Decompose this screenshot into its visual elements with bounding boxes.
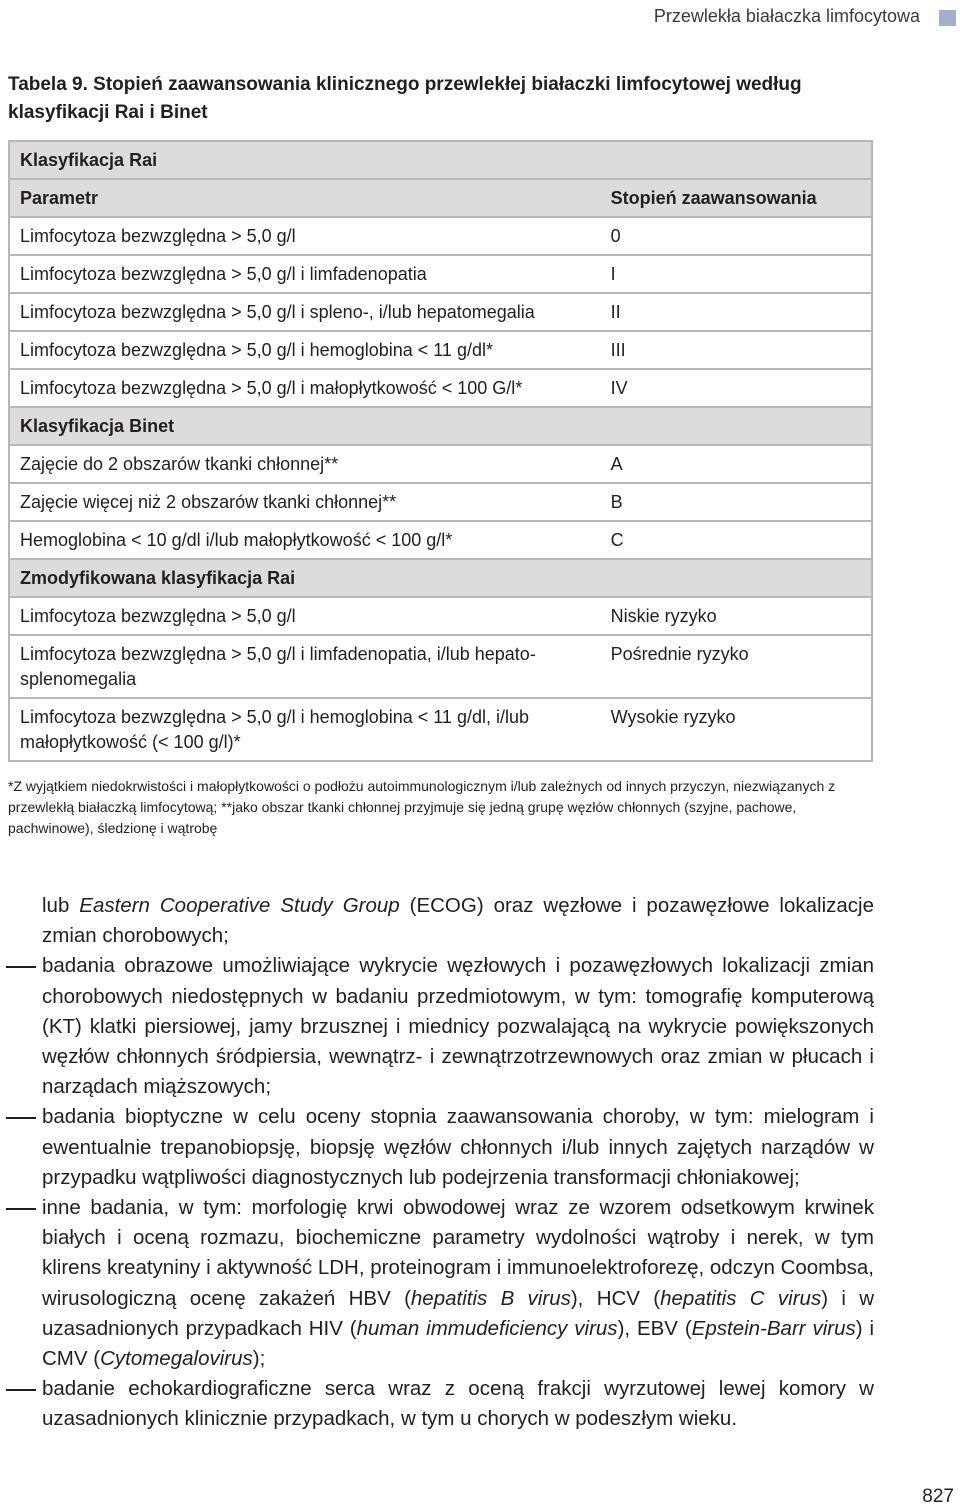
table-row (9, 635, 872, 698)
cell-param: Limfocytoza bezwzględna > 5,0 g/l (9, 217, 601, 255)
running-header-title: Przewlekła białaczka limfocytowa (653, 6, 920, 26)
table-row (9, 521, 872, 559)
cell-param: Zajęcie więcej niż 2 obszarów tkanki chłonnej** (9, 483, 601, 521)
text-run: inne badania, w tym: morfologię krwi obwodowej wraz ze wzorem odsetkowym krwinek białych i oceną rozmazu, biochemiczne parametry wydolności wątroby i nerek, w tym klirens kreatyniny i aktywność LDH, proteinogram i immunoelektroforezę, odczyn Coombsa, wirusologiczną ocenę zakażeń HBV ( (42, 1196, 874, 1310)
table-row (9, 369, 872, 407)
table-row (9, 217, 872, 255)
cell-param: Zajęcie do 2 obszarów tkanki chłonnej** (9, 445, 601, 483)
cell-param: Limfocytoza bezwzględna > 5,0 g/l (9, 597, 601, 635)
table-row (9, 331, 872, 369)
text-run: ) i CMV ( (42, 1316, 874, 1371)
cell-param: Limfocytoza bezwzględna > 5,0 g/l i limfadenopatia, i/lub hepato-splenomegalia (9, 635, 601, 698)
table-row (9, 255, 872, 293)
list-item (0, 951, 874, 1102)
italic-term: hepatitis C virus (660, 1286, 822, 1310)
em-dash-bullet (6, 1208, 36, 1210)
cell-stage: Niskie ryzyko (601, 597, 872, 635)
cell-stage: A (601, 445, 872, 483)
running-header (0, 4, 960, 28)
body-text (0, 891, 960, 1435)
page-number: 827 (922, 1486, 954, 1507)
list-item (0, 1102, 874, 1193)
table-row (9, 445, 872, 483)
cell-stage: I (601, 255, 872, 293)
text-run: lub (42, 894, 80, 917)
em-dash-bullet (6, 1389, 36, 1391)
cell-param: Limfocytoza bezwzględna > 5,0 g/l i małopłytkowość < 100 G/l* (9, 369, 601, 407)
table-header-row (9, 179, 872, 217)
table-row (9, 698, 872, 761)
modified-rai-section-title: Zmodyfikowana klasyfikacja Rai (9, 559, 872, 597)
cell-param: Limfocytoza bezwzględna > 5,0 g/l i limfadenopatia (9, 255, 601, 293)
cell-param: Limfocytoza bezwzględna > 5,0 g/l i spleno-, i/lub hepatomegalia (9, 293, 601, 331)
binet-section-title: Klasyfikacja Binet (9, 407, 872, 445)
italic-term: hepatitis B virus (410, 1286, 571, 1310)
header-square-decoration (939, 10, 956, 26)
text-run: ) i w uzasadnionych przypadkach HIV ( (42, 1286, 875, 1340)
list-item (0, 1374, 874, 1434)
italic-term: human immudeficiency virus (356, 1316, 618, 1340)
table-row (9, 483, 872, 521)
rai-section-row (9, 141, 872, 179)
text-run: ), EBV ( (617, 1316, 692, 1340)
italic-term: Cytomegalovirus (100, 1347, 253, 1371)
ecog-italic: Eastern Cooperative Study Group (79, 894, 400, 917)
header-parameter: Parametr (9, 179, 601, 217)
cell-stage: III (601, 331, 872, 369)
cell-stage: IV (601, 369, 872, 407)
rai-section-title: Klasyfikacja Rai (9, 141, 872, 179)
table-footnote: *Z wyjątkiem niedokrwistości i małopłytkowości o podłożu autoimmunologicznym i/lub zależnych od innych przyczyn, niezwiązanych z przewlekłą białaczką limfocytową; **jako obszar tkanki chłonnej przyjmuje się jedną grupę węzłów chłonnych (szyjne, pachowe, pachwinowe), śledzionę i wątrobę (8, 778, 836, 836)
cell-stage: Wysokie ryzyko (601, 698, 872, 761)
em-dash-bullet (6, 966, 36, 968)
text-run: (ECOG) oraz węzłowe i pozawęzłowe lokalizacje zmian chorobowych; (42, 894, 875, 948)
cell-param: Hemoglobina < 10 g/dl i/lub małopłytkowość < 100 g/l* (9, 521, 601, 559)
cell-stage: 0 (601, 217, 872, 255)
cell-stage: Pośrednie ryzyko (601, 635, 872, 698)
text-run: ); (252, 1347, 266, 1371)
cell-stage: C (601, 521, 872, 559)
table-row (9, 597, 872, 635)
table-row (9, 293, 872, 331)
list-item-text: badanie echokardiograficzne serca wraz z oceną frakcji wyrzutowej lewej komory w uzasadnionych klinicznie przypadkach, w tym u chorych w podeszłym wieku. (42, 1377, 874, 1431)
italic-term: Epstein-Barr virus (691, 1316, 856, 1340)
text-run: ), HCV ( (570, 1286, 661, 1310)
staging-table (8, 140, 873, 762)
em-dash-bullet (6, 1117, 36, 1119)
table-caption: Tabela 9. Stopień zaawansowania klinicznego przewlekłej białaczki limfocytowej według klasyfikacji Rai i Binet (8, 74, 802, 123)
cell-stage: II (601, 293, 872, 331)
list-item-text: badania obrazowe umożliwiające wykrycie węzłowych i pozawęzłowych lokalizacji zmian chorobowych niedostępnych w badaniu przedmiotowym, w tym: tomografię komputerową (KT) klatki piersiowej, jamy brzusznej i miednicy pozwalającą na wykrycie powiększonych węzłów chłonnych śródpiersia, wewnątrz- i zewnątrzotrzewnowych oraz zmian w płucach i narządach miąższowych; (42, 954, 874, 1099)
header-stage: Stopień zaawansowania (601, 179, 872, 217)
list-item-text: badania bioptyczne w celu oceny stopnia zaawansowania choroby, w tym: mielogram i ewentualnie trepanobiopsję, biopsję węzłów chłonnych i/lub innych zajętych narządów w przypadku wątpliwości diagnostycznych lub podejrzenia transformacji chłoniakowej; (42, 1105, 874, 1189)
binet-section-row (9, 407, 872, 445)
cell-stage: B (601, 483, 872, 521)
list-item (0, 1193, 874, 1374)
cell-param: Limfocytoza bezwzględna > 5,0 g/l i hemoglobina < 11 g/dl, i/lub małopłytkowość (< 100 g/l)* (9, 698, 601, 761)
cell-param: Limfocytoza bezwzględna > 5,0 g/l i hemoglobina < 11 g/dl* (9, 331, 601, 369)
modified-rai-section-row (9, 559, 872, 597)
continued-paragraph (0, 891, 874, 951)
